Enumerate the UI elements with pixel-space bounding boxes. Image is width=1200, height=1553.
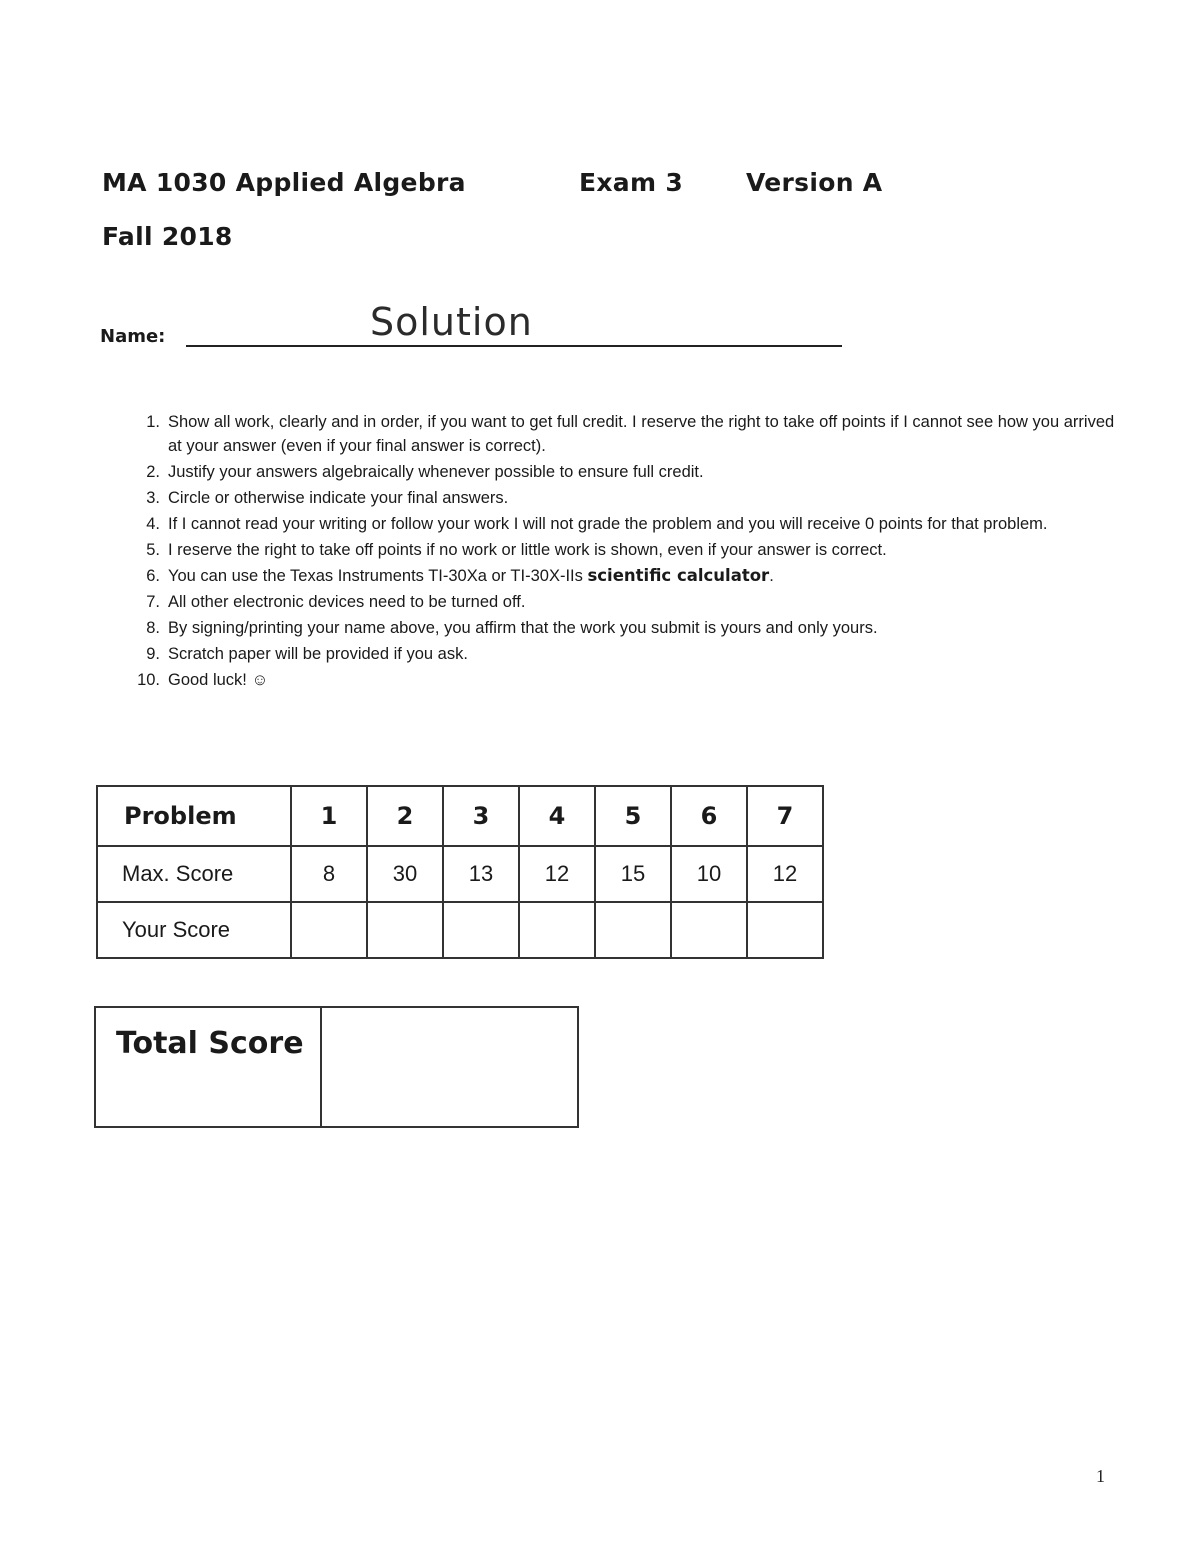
problem-header: Problem	[97, 786, 291, 846]
instruction-item	[128, 642, 1118, 666]
total-score-label: Total Score	[95, 1007, 321, 1127]
instruction-number: 7.	[146, 593, 160, 611]
problem-number: 2	[367, 786, 443, 846]
instruction-number: 3.	[146, 489, 160, 507]
your-score-cell[interactable]	[367, 902, 443, 958]
instruction-text: Circle or otherwise indicate your final answers.	[168, 489, 509, 507]
instruction-item	[128, 668, 1118, 692]
instruction-item	[128, 512, 1118, 536]
your-score-header: Your Score	[97, 902, 291, 958]
instruction-item	[128, 564, 1118, 588]
problem-number: 4	[519, 786, 595, 846]
instruction-text: Good luck! ☺	[168, 671, 269, 689]
your-score-cell[interactable]	[443, 902, 519, 958]
max-score-cell: 13	[443, 846, 519, 902]
total-score-cell[interactable]	[321, 1007, 578, 1127]
max-score-header: Max. Score	[97, 846, 291, 902]
max-score-cell: 12	[747, 846, 823, 902]
problem-row	[97, 786, 823, 846]
instruction-text: Justify your answers algebraically whenever possible to ensure full credit.	[168, 463, 704, 481]
exam-number: Exam 3	[579, 168, 684, 197]
term-label: Fall 2018	[102, 222, 233, 251]
total-score-row	[95, 1007, 578, 1127]
instruction-text	[168, 564, 1118, 588]
instruction-number: 9.	[146, 645, 160, 663]
max-score-cell: 30	[367, 846, 443, 902]
instruction-text-part: You can use the Texas Instruments TI-30Xa or TI-30X-IIs	[168, 567, 588, 585]
max-score-cell: 10	[671, 846, 747, 902]
total-score-table	[94, 1006, 579, 1128]
score-table	[96, 785, 824, 959]
instruction-text-suffix: .	[769, 567, 774, 585]
instruction-number: 1.	[146, 413, 160, 431]
page-number: 1	[1096, 1466, 1105, 1486]
instruction-text: I reserve the right to take off points if no work or little work is shown, even if your answer is correct.	[168, 541, 887, 559]
instruction-number: 10.	[137, 671, 160, 689]
instruction-text: Scratch paper will be provided if you ask.	[168, 645, 468, 663]
name-label: Name:	[100, 326, 166, 347]
max-score-row	[97, 846, 823, 902]
max-score-cell: 15	[595, 846, 671, 902]
name-underline	[186, 345, 842, 347]
your-score-cell[interactable]	[595, 902, 671, 958]
name-field-row	[100, 300, 845, 352]
instruction-text: Show all work, clearly and in order, if you want to get full credit. I reserve the right to take off points if I cannot see how you arrived at your answer (even if your final answer is correct).	[168, 413, 1115, 455]
your-score-cell[interactable]	[519, 902, 595, 958]
instruction-item	[128, 590, 1118, 614]
problem-number: 6	[671, 786, 747, 846]
your-score-cell[interactable]	[291, 902, 367, 958]
instruction-item	[128, 460, 1118, 484]
max-score-cell: 8	[291, 846, 367, 902]
course-title: MA 1030 Applied Algebra	[102, 168, 466, 197]
max-score-cell: 12	[519, 846, 595, 902]
name-value[interactable]: Solution	[370, 300, 533, 344]
instruction-item	[128, 538, 1118, 562]
your-score-row	[97, 902, 823, 958]
problem-number: 5	[595, 786, 671, 846]
problem-number: 1	[291, 786, 367, 846]
instruction-number: 4.	[146, 515, 160, 533]
instruction-text: By signing/printing your name above, you affirm that the work you submit is yours and only yours.	[168, 619, 878, 637]
instruction-text: All other electronic devices need to be turned off.	[168, 593, 526, 611]
your-score-cell[interactable]	[671, 902, 747, 958]
instruction-number: 2.	[146, 463, 160, 481]
instruction-item	[128, 616, 1118, 640]
instructions-list	[128, 410, 1118, 694]
exam-version: Version A	[746, 168, 883, 197]
calculator-emphasis: scientific calculator	[587, 566, 770, 585]
instruction-item	[128, 410, 1118, 458]
problem-number: 3	[443, 786, 519, 846]
instruction-number: 6.	[146, 567, 160, 585]
instruction-text: If I cannot read your writing or follow your work I will not grade the problem and you will receive 0 points for that problem.	[168, 515, 1048, 533]
instruction-number: 5.	[146, 541, 160, 559]
instruction-number: 8.	[146, 619, 160, 637]
problem-number: 7	[747, 786, 823, 846]
your-score-cell[interactable]	[747, 902, 823, 958]
instruction-item	[128, 486, 1118, 510]
